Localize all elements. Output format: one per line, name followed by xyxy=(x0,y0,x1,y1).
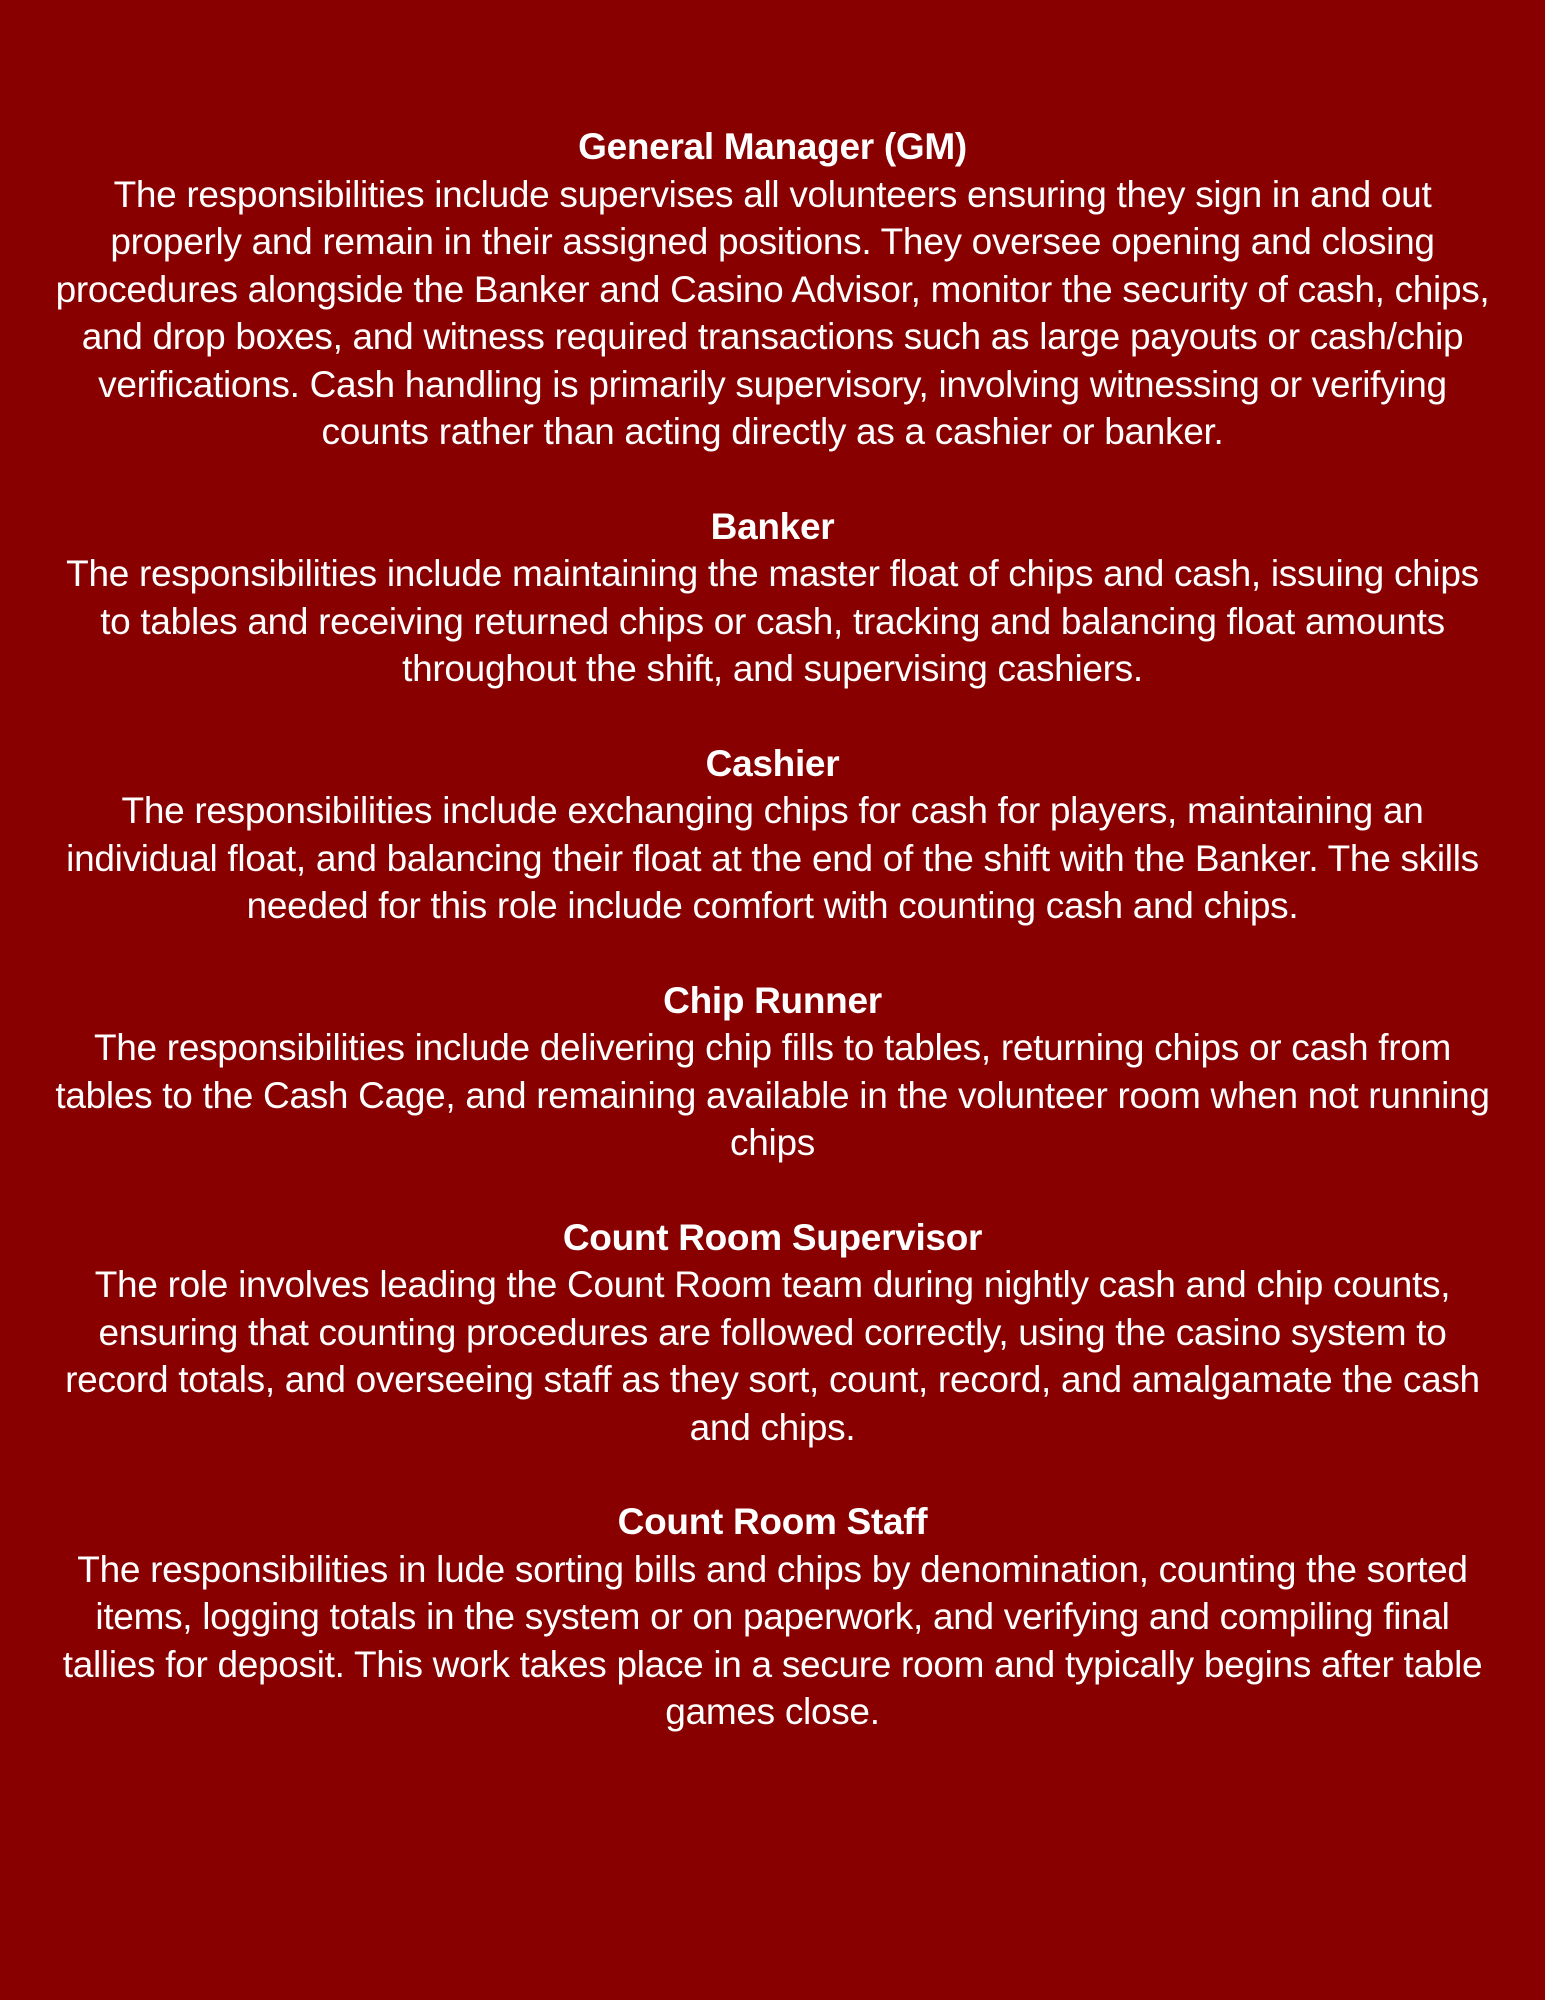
role-general-manager xyxy=(53,123,1493,456)
role-description: The responsibilities include exchanging chips for cash for players, maintaining an individual float, and balancing their float at the end of the shift with the Banker. The skills needed for this role include comfort with counting cash and chips. xyxy=(66,790,1479,926)
role-description: The role involves leading the Count Room team during nightly cash and chip counts, ensuring that counting procedures are followed correctly, using the casino system to record totals, and overseeing staff as they sort, count, record, and amalgamate the cash and chips. xyxy=(65,1264,1480,1448)
role-description: The responsibilities include delivering chip fills to tables, returning chips or cash from tables to the Cash Cage, and remaining available in the volunteer room when not running chips xyxy=(55,1027,1490,1163)
role-description: The responsibilities include supervises all volunteers ensuring they sign in and out properly and remain in their assigned positions. They oversee opening and closing procedures alongside the Banker and Casino Advisor, monitor the security of cash, chips, and drop boxes, and witness required transactions such as large payouts or cash/chip verifications. Cash handling is primarily supervisory, involving witnessing or verifying counts rather than acting directly as a cashier or banker. xyxy=(55,173,1490,452)
role-title: Banker xyxy=(710,505,835,547)
role-description: The responsibilities in lude sorting bills and chips by denomination, counting the sorted items, logging totals in the system or on paperwork, and verifying and compiling final tallies for deposit. This work takes place in a secure room and typically begins after table games close. xyxy=(62,1548,1483,1732)
role-count-room-staff xyxy=(53,1498,1493,1736)
role-title: Cashier xyxy=(705,742,840,784)
role-title: Count Room Supervisor xyxy=(562,1216,983,1258)
role-chip-runner xyxy=(53,977,1493,1167)
role-count-room-supervisor xyxy=(53,1214,1493,1452)
role-title: Count Room Staff xyxy=(617,1501,928,1542)
role-title: General Manager (GM) xyxy=(578,126,967,167)
role-banker xyxy=(53,503,1493,693)
role-title: Chip Runner xyxy=(663,979,882,1021)
role-description: The responsibilities include maintaining the master float of chips and cash, issuing chips to tables and receiving returned chips or cash, tracking and balancing float amounts throughout the shift, and supervising cashiers. xyxy=(66,553,1479,689)
role-cashier xyxy=(53,740,1493,930)
